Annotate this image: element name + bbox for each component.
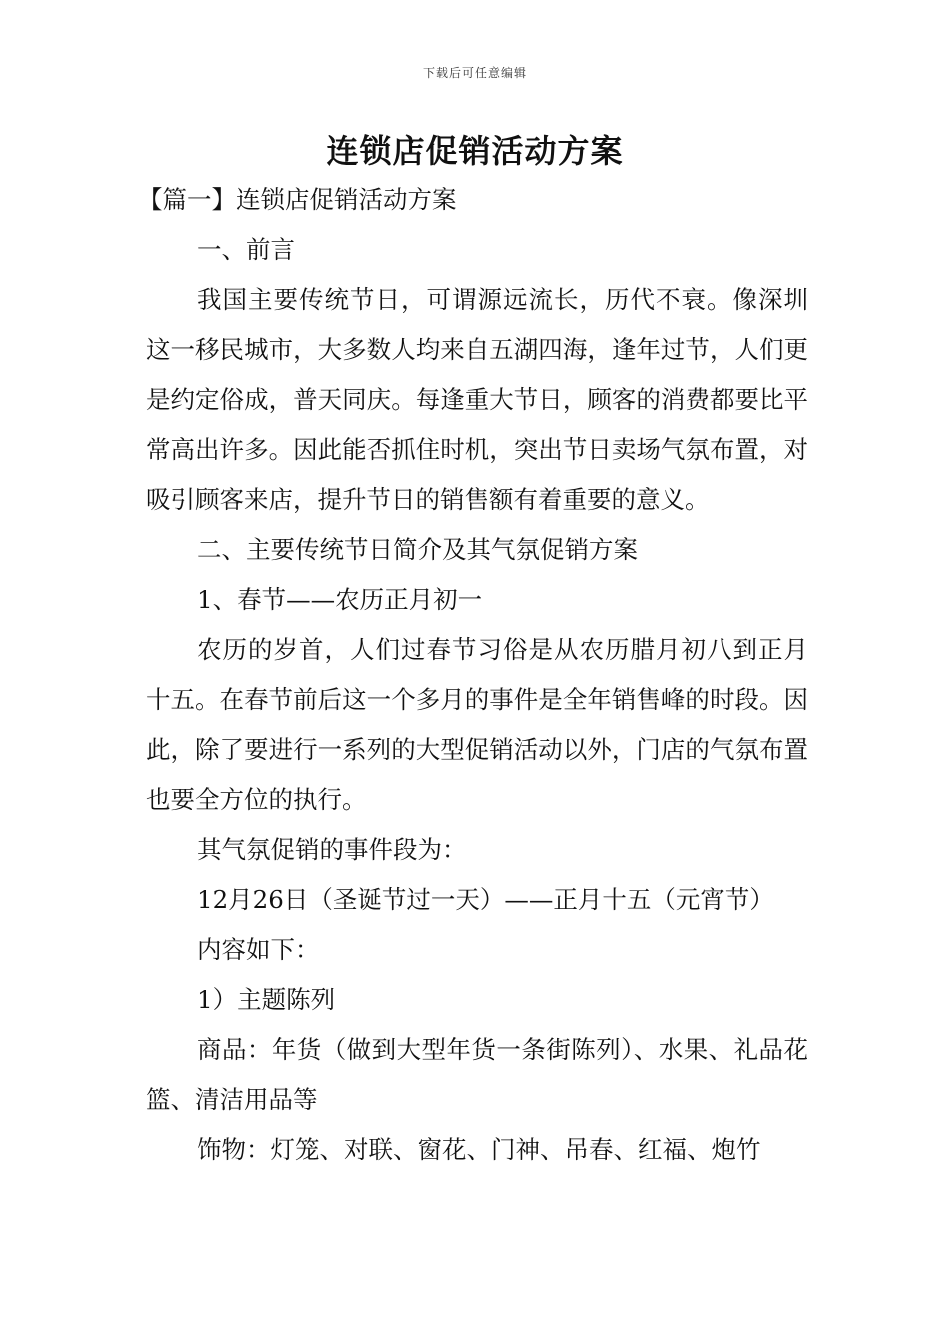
document-body [138,175,808,1175]
paragraph-spring-festival: 农历的岁首，人们过春节习俗是从农历腊月初八到正月十五。在春节前后这一个多月的事件是全年销售峰的时段。因此，除了要进行一系列的大型促销活动以外，门店的气氛布置也要全方位的执行。 [146,635,808,814]
paragraph-intro: 我国主要传统节日，可谓源远流长，历代不衰。像深圳这一移民城市，大多数人均来自五湖四海，逢年过节，人们更是约定俗成，普天同庆。每逢重大节日，顾客的消费都要比平常高出许多。因此能否抓住时机，突出节日卖场气氛布置，对吸引顾客来店，提升节日的销售额有着重要的意义。 [146,285,808,514]
paragraph-period-dates: 12月26日（圣诞节过一天）——正月十五（元宵节） [197,885,774,914]
paragraph-goods: 商品：年货（做到大型年货一条街陈列）、水果、礼品花篮、清洁用品等 [146,1035,808,1114]
paragraph-period-label: 其气氛促销的事件段为： [197,835,467,864]
heading-preface: 一、前言 [197,235,295,264]
document-title: 连锁店促销活动方案 [326,132,624,170]
heading-spring-festival: 1、春节——农历正月初一 [197,585,483,614]
heading-festivals: 二、主要传统节日简介及其气氛促销方案 [197,535,638,564]
header-note: 下载后可任意编辑 [422,66,527,80]
heading-theme-display: 1）主题陈列 [197,985,336,1014]
paragraph-decorations: 饰物：灯笼、对联、窗花、门神、吊春、红福、炮竹 [197,1135,761,1164]
section-heading: 【篇一】连锁店促销活动方案 [138,185,457,214]
paragraph-content-label: 内容如下： [197,935,320,964]
